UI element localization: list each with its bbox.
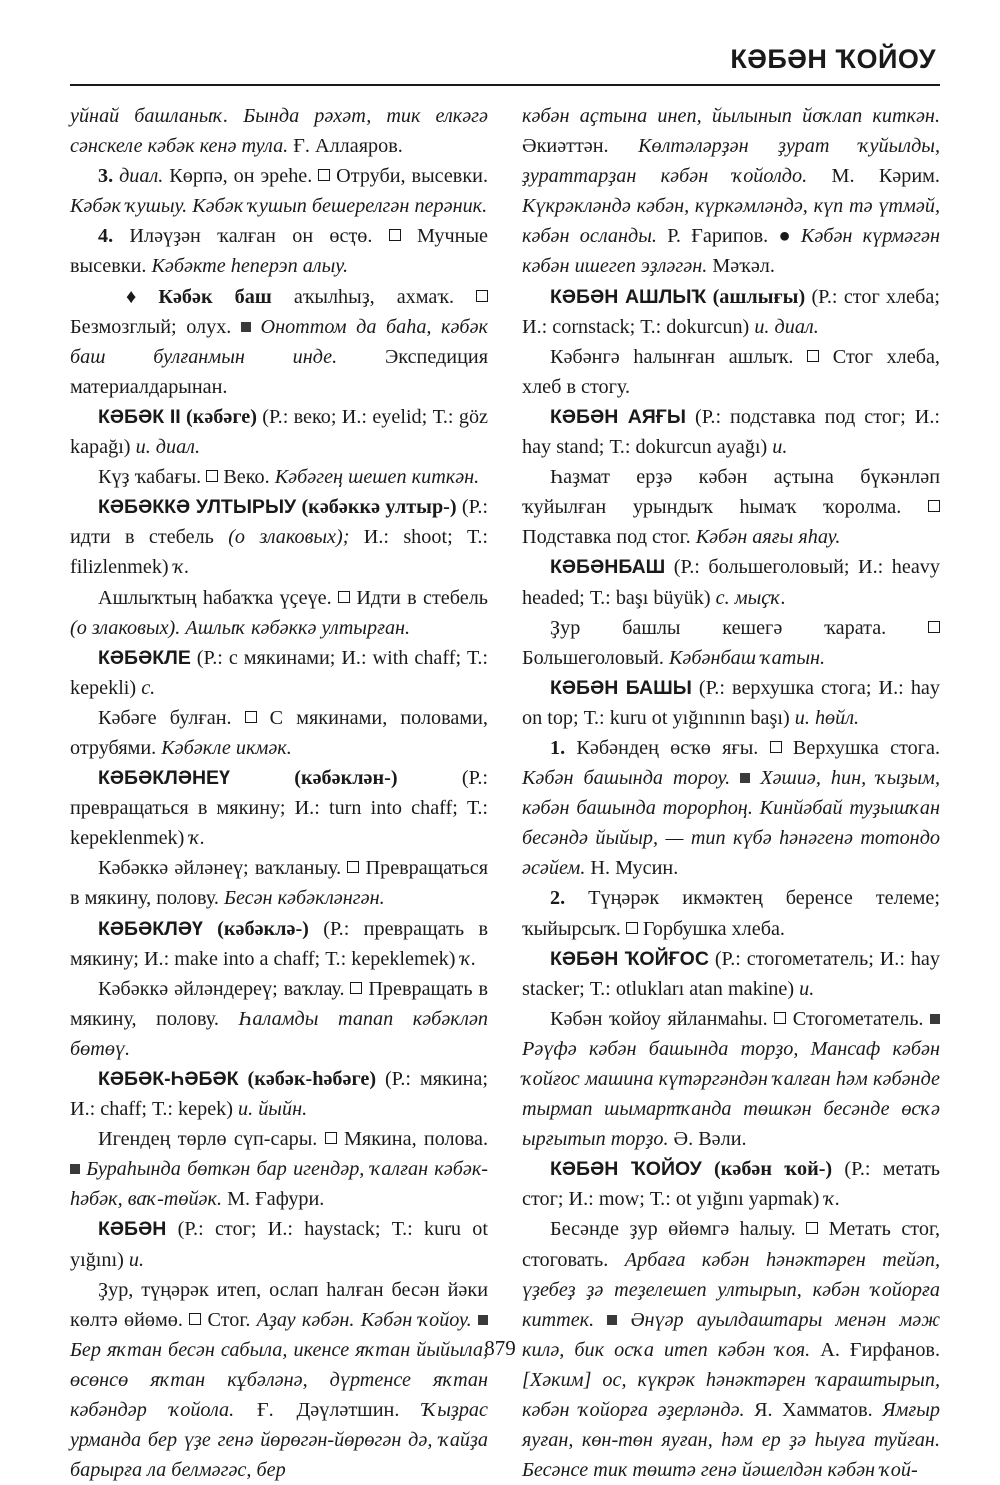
headword-entry: КӘБӘК II (кәбәге) (Р.: веко; И.: eyelid; Т.: göz kapağı) и. диал. bbox=[70, 405, 488, 459]
left-column bbox=[70, 101, 488, 1485]
quote-square-icon bbox=[607, 1315, 617, 1325]
translation-box-icon bbox=[325, 1132, 337, 1144]
definition-paragraph: Һаҙмат ерҙә кәбән аҫтына бүкәнләп ҡуйылған урындыҡ һымаҡ ҡоролма. Подставка под стог. Кәбән аяғы яһау. bbox=[522, 466, 940, 549]
right-column bbox=[522, 101, 940, 1485]
headword-entry: КӘБӘН АЯҒЫ (Р.: подставка под стог; И.: hay stand; Т.: dokurcun ayağı) и. bbox=[522, 405, 940, 459]
translation-box-icon bbox=[807, 350, 819, 362]
translation-box-icon bbox=[245, 711, 257, 723]
headword-entry: КӘБӘКЛӘҮ (кәбәклә-) (Р.: превращать в мякину; И.: make into a chaff; Т.: kepeklemek) ҡ. bbox=[70, 917, 488, 970]
definition-paragraph: Кәбәнгә һалынған ашлыҡ. Стог хлеба, хлеб в стогу. bbox=[522, 345, 940, 398]
quote-square-icon bbox=[740, 773, 750, 783]
entry-sense: 2. Түңәрәк икмәктең беренсе телеме; ҡыйырсыҡ. Горбушка хлеба. bbox=[522, 887, 940, 940]
quote-square-icon bbox=[930, 1014, 940, 1024]
definition-paragraph: Кәбәккә әйләнеү; ваҡланыу. Превращаться в мякину, полову. Бесән кәбәкләнгән. bbox=[70, 857, 488, 910]
definition-paragraph: Кәбәге булған. С мякинами, половами, отрубями. Кәбәкле икмәк. bbox=[70, 706, 488, 759]
quote-square-icon bbox=[70, 1164, 80, 1174]
headword-entry: КӘБӘН (Р.: стог; И.: haystack; Т.: kuru ot yığını) и. bbox=[70, 1218, 488, 1271]
translation-box-icon bbox=[626, 922, 638, 934]
header-rule bbox=[70, 84, 940, 86]
definition-paragraph: Кәбәккә әйләндереү; ваҡлау. Превращать в мякину, полову. Һаламды тапап кәбәкләп бөтөү. bbox=[70, 977, 488, 1060]
translation-box-icon bbox=[389, 229, 401, 241]
translation-box-icon bbox=[774, 1012, 786, 1024]
entry-sense: 1. Кәбәндең өсҡө яғы. Верхушка стога. Кәбән башында тороу. Хәшиә, һин, ҡыҙым, кәбән башында торорһоң. Кинйәбай туҙышҡан бесәндә йыйыр, — тип күбә һәнәгенә тотондо әсәйем. Н. Мусин. bbox=[522, 736, 941, 880]
page-number: 879 bbox=[484, 1336, 516, 1360]
definition-paragraph: Ашлыҡтың һабаҡҡа үҫеүе. Идти в стебель (о злаковых). Ашлыҡ кәбәккә ултырған. bbox=[70, 586, 488, 639]
diamond-icon: ♦ bbox=[126, 285, 137, 308]
translation-box-icon bbox=[189, 1313, 201, 1325]
headword-entry: КӘБӘККӘ УЛТЫРЫУ (кәбәккә ултыр-) (Р.: идти в стебель (о злаковых); И.: shoot; Т.: filizlenmek) ҡ. bbox=[70, 496, 488, 579]
definition-paragraph: Игендең төрлө сүп-сары. Мякина, полова. Бураһында бөткән бар игендәр, ҡалған кәбәк-һәбәк, ваҡ-төйәк. М. Ғафури. bbox=[70, 1128, 488, 1211]
entry-paragraph: уйнай башланыҡ. Бында рәхәт, тик елкәгә сәнскеле кәбәк кенә тула. Ғ. Аллаяров. bbox=[70, 105, 488, 158]
headword-entry: КӘБӘН ҠОЙҒОС (Р.: стогометатель; И.: hay stacker; Т.: otlukları atan makine) и. bbox=[522, 947, 940, 1000]
headword-entry: КӘБӘКЛӘНЕҮ (кәбәклән-) (Р.: превращаться в мякину; И.: turn into chaff; Т.: kepeklenmek) ҡ. bbox=[70, 767, 488, 850]
headword-entry: КӘБӘК-ҺӘБӘК (кәбәк-һәбәге) (Р.: мякина; И.: chaff; Т.: kepek) и. йыйн. bbox=[70, 1068, 488, 1121]
definition-paragraph: Кәбән ҡойоу яйланмаһы. Стогометатель. Рәүфә кәбән башында торҙо, Мансаф кәбән ҡойғос машина күтәргәндән ҡалған һәм кәбәнде тырмап шымартҡанда төшкән бесәнде өсҡә ырғытып торҙо. Ә. Вәли. bbox=[522, 1007, 940, 1151]
translation-box-icon bbox=[206, 470, 218, 482]
bullet-icon: ● bbox=[778, 225, 791, 248]
entry-sense: 3. диал. Көрпә, он эреһе. Отруби, высевки. Кәбәк ҡушыу. Кәбәк ҡушып бешерелгән перәник. bbox=[70, 165, 488, 218]
running-head: КӘБӘН ҠОЙОУ bbox=[730, 44, 936, 74]
headword-entry: КӘБӘН АШЛЫҠ (ашлығы) (Р.: стог хлеба; И.: cornstack; Т.: dokurcun) и. диал. bbox=[522, 285, 940, 338]
translation-box-icon bbox=[476, 290, 488, 302]
idiom-paragraph: ♦ Кәбәк баш аҡылһыҙ, ахмаҡ. Безмозглый; олух. Оноттом да баһа, кәбәк баш булғанмын инде. Экспедиция материалдарынан. bbox=[70, 282, 488, 402]
definition-paragraph: Ҙур, түңәрәк итеп, ослап һалған бесән йәки көлтә өйөмө. Стог. Аҙау кәбән. Кәбән ҡойоу. Бер яҡтан бесән сабыла, икенсе яҡтан йыйыла, өсөнсө яҡтан кұбәләнә, дүртенсе яҡтан кәбәндәр ҡойола. Ғ. Дәүләтшин. Ҡыҙрас урманда бер үҙе генә йөрөгән-йөрөгән дә, ҡайҙа барырға ла белмәгәс, бер bbox=[70, 1278, 488, 1482]
translation-box-icon bbox=[806, 1222, 818, 1234]
entry-sense: 4. Иләүҙән ҡалған он өсҭө. Мучные высевки. Кәбәкте һеперэп алыу. bbox=[70, 225, 488, 278]
headword-entry: КӘБӘНБАШ (Р.: большеголовый; И.: heavy headed; Т.: başı büyük) с. мыҫҡ. bbox=[522, 556, 940, 609]
translation-box-icon bbox=[347, 861, 359, 873]
definition-paragraph: Күҙ ҡабағы. Веко. Кәбәгең шешеп киткән. bbox=[98, 466, 480, 489]
translation-box-icon bbox=[318, 169, 330, 181]
headword-entry: КӘБӘКЛЕ (Р.: с мякинами; И.: with chaff; Т.: kepekli) с. bbox=[70, 646, 488, 699]
definition-paragraph: Ҙур башлы кешегә ҡарата. Большеголовый. Кәбәнбаш ҡатын. bbox=[522, 613, 940, 673]
headword-entry: КӘБӘН ҠОЙОУ (кәбән ҡой-) (Р.: метать стог; И.: mow; Т.: ot yığını yapmak) ҡ. bbox=[522, 1158, 941, 1211]
headword-entry: КӘБӘН БАШЫ (Р.: верхушка стога; И.: hay on top; Т.: kuru ot yığınının başı) и. һөйл. bbox=[522, 676, 940, 729]
translation-box-icon bbox=[338, 591, 350, 603]
translation-box-icon bbox=[770, 741, 782, 753]
definition-paragraph: кәбән аҫтына инеп, йылынып йоҡлап киткән. Әкиәттән. Көлтәләрҙән ҙурат ҡуйылды, ҙураттарҙан кәбән ҡойолдо. М. Кәрим. Күкрәкләндә кәбән, күркәмләндә, күп тә үтмәй, кәбән осланды. Р. Ғарипов. ● Кәбән күрмәгән кәбән ишегеп эҙләгән. Мәҡәл. bbox=[522, 105, 940, 278]
translation-box-icon bbox=[350, 982, 362, 994]
translation-box-icon bbox=[928, 500, 940, 512]
quote-square-icon bbox=[241, 322, 251, 332]
quote-square-icon bbox=[478, 1315, 488, 1325]
translation-box-icon bbox=[928, 621, 940, 633]
definition-paragraph: Бесәнде ҙур өйөмгә һалыу. Метать стог, стоговать. Арбаға кәбән һәнәктәрен тейәп, үҙебеҙ ҙә теҙелешеп ултырып, кәбән ҡойорға киттек. Әнүәр ауылдаштары менән мәж килә, бик осҡа итеп кәбән ҡоя. А. Ғирфанов. [Хәким] ос, күкрәк һәнәктәрен ҡараштырып, кәбән ҡойорға әҙерләндә. Я. Хамматов. Ямғыр яуған, көн-төн яуған, һәм ер ҙә һыуға туйған. Бесәнсе тик төштә генә йәшелдән кәбән ҡой- bbox=[522, 1218, 940, 1482]
